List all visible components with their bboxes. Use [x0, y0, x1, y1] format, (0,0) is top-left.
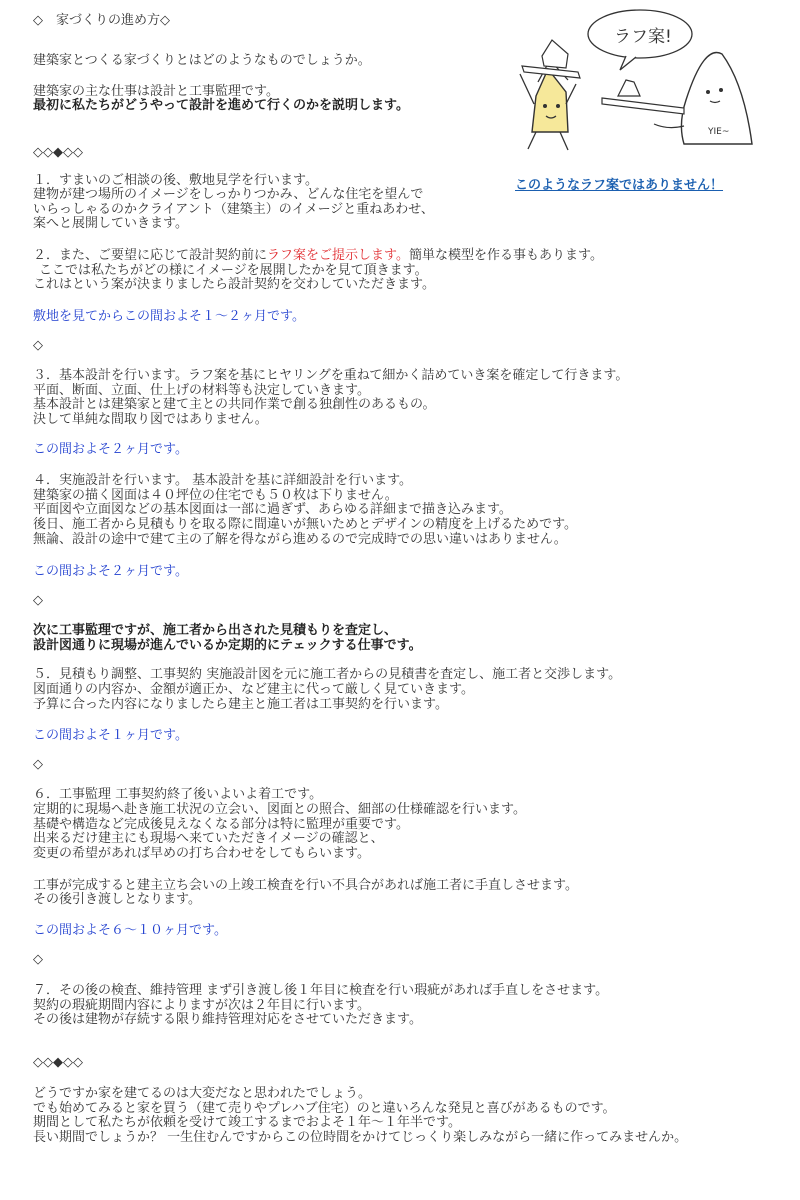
step4-line-3: 平面図や立面図などの基本図面は一部に過ぎず、あらゆる詳細まで描き込みます。	[33, 502, 512, 517]
section-divider-2: ◇◇◆◇◇	[33, 1055, 83, 1070]
rough-plan-illustration	[508, 4, 778, 194]
step7-line-2: 契約の瑕疵期間内容によりますが次は２年目に行います。	[33, 998, 370, 1013]
step4-period: この間およそ２ヶ月です。	[33, 564, 188, 579]
yellow-character	[532, 69, 568, 132]
step3-line-4: 決して単純な間取り図ではありません。	[33, 412, 268, 427]
step3-line-3: 基本設計とは建築家と建て主との共同作業で創る独創性のあるもの。	[33, 397, 436, 412]
model-house-right	[618, 80, 640, 96]
step6-line-4: 出来るだけ建主にも現場へ来ていただきイメージの確認と、	[33, 831, 384, 846]
intro-line-2: 建築家の主な仕事は設計と工事監理です。	[33, 84, 279, 99]
closing-line-1: どうですか家を建てるのは大変だなと思われたでしょう。	[33, 1086, 372, 1101]
step1-line-1: １．すまいのご相談の後、敷地見学を行います。	[33, 173, 318, 188]
step3-period: この間およそ２ヶ月です。	[33, 442, 188, 457]
closing-line-2: でも始めてみると家を買う（建て売りやプレハブ住宅）のと違いろんな発見と喜びがあるものです。	[33, 1101, 616, 1116]
step4-line-5: 無論、設計の途中で建て主の了解を得ながら進めるので完成時での思い違いはありません。	[33, 532, 567, 547]
signature-text: YIE~	[708, 127, 730, 137]
step5-line-1: ５．見積もり調整、工事契約 実施設計図を元に施工者からの見積書を査定し、施工者と交渉します。	[33, 667, 622, 682]
step1-line-3: いらっしゃるのかクライアント（建築主）のイメージと重ねあわせ、	[33, 202, 434, 217]
speech-text: ラフ案!	[614, 27, 672, 47]
tray-right	[602, 98, 684, 114]
step3-line-2: 平面、断面、立面、仕上げの材料等も決定していきます。	[33, 383, 370, 398]
step2-line-2: ここでは私たちがどの様にイメージを展開したかを見て頂きます。	[39, 263, 428, 278]
step2-line-3: これはという案が決まりましたら設計契約を交わしていただきます。	[33, 277, 435, 292]
step2-period: 敷地を見てからこの間およそ１～２ヶ月です。	[33, 309, 305, 324]
step1-line-2: 建物が建つ場所のイメージをしっかりつかみ、どんな住宅を望んで	[33, 187, 424, 202]
step4-line-1: ４．実施設計を行います。 基本設計を基に詳細設計を行います。	[33, 473, 413, 488]
step5-line-3: 予算に合った内容になりましたら建主と施工者は工事契約を行います。	[33, 697, 448, 712]
rough-plan-drawing	[508, 4, 778, 174]
step4-line-2: 建築家の描く図面は４０坪位の住宅でも５０枚は下りません。	[33, 488, 398, 503]
step1-line-4: 案へと展開していきます。	[33, 216, 188, 231]
diamond-4: ◇	[33, 952, 43, 967]
illustration-caption-link[interactable]: このようなラフ案ではありません！	[515, 178, 724, 193]
supervision-line-1: 次に工事監理ですが、施工者から出された見積もりを査定し、	[33, 623, 398, 638]
supervision-line-2: 設計図通りに現場が進んでいるか定期的にテェックする仕事です。	[33, 638, 422, 653]
step6-period: この間およそ６～１０ヶ月です。	[33, 923, 227, 938]
step3-line-1: ３．基本設計を行います。ラフ案を基にヒヤリングを重ねて細かく詰めていき案を確定して行きます。	[33, 368, 629, 383]
step6-line-2: 定期的に現場へ赴き施工状況の立会い、図面との照合、細部の仕様確認を行います。	[33, 802, 526, 817]
step5-period: この間およそ１ヶ月です。	[33, 728, 188, 743]
step2-text-c: 簡単な模型を作る事もあります。	[408, 248, 603, 263]
section-divider: ◇◇◆◇◇	[33, 145, 83, 160]
closing-line-3: 期間として私たちが依頼を受けて竣工するまでおよそ１年～１年半です。	[33, 1115, 461, 1130]
step2-line-1	[33, 249, 603, 264]
step6-line-5: 変更の希望があれば早めの打ち合わせをしてもらいます。	[33, 846, 370, 861]
closing-line-4: 長い期間でしょうか？ 一生住むんですからこの位時間をかけてじっくり楽しみながら一緒に作ってみませんか。	[33, 1130, 688, 1145]
step6-line-7: その後引き渡しとなります。	[33, 892, 201, 907]
step5-line-2: 図面通りの内容か、金額が適正か、など建主に代って厳しく見ていきます。	[33, 682, 474, 697]
step6-line-6: 工事が完成すると建主立ち会いの上竣工検査を行い不具合があれば施工者に手直しさせます。	[33, 878, 578, 893]
step2-text-a: ２．また、ご要望に応じて設計契約前に	[33, 248, 268, 263]
step4-line-4: 後日、施工者から見積もりを取る際に間違いが無いためとデザインの精度を上げるためです。	[33, 517, 578, 532]
page-title: ◇ 家づくりの進め方◇	[33, 13, 170, 28]
diamond-1: ◇	[33, 338, 43, 353]
diamond-3: ◇	[33, 757, 43, 772]
rough-plan-highlight: ラフ案をご提示します。	[267, 248, 409, 263]
intro-line-1: 建築家とつくる家づくりとはどのようなものでしょうか。	[33, 53, 371, 68]
step6-line-3: 基礎や構造など完成後見えなくなる部分は特に監理が重要です。	[33, 817, 409, 832]
model-house-left	[542, 40, 568, 68]
step7-line-3: その後は建物が存続する限り維持管理対応をさせていただきます。	[33, 1012, 422, 1027]
diamond-2: ◇	[33, 593, 43, 608]
intro-line-3: 最初に私たちがどうやって設計を進めて行くのかを説明します。	[33, 98, 409, 113]
step7-line-1: ７．その後の検査、維持管理 まず引き渡し後１年目に検査を行い瑕疵があれば手直しをさせます。	[33, 983, 609, 998]
step6-line-1: ６．工事監理 工事契約終了後いよいよ着工です。	[33, 787, 323, 802]
